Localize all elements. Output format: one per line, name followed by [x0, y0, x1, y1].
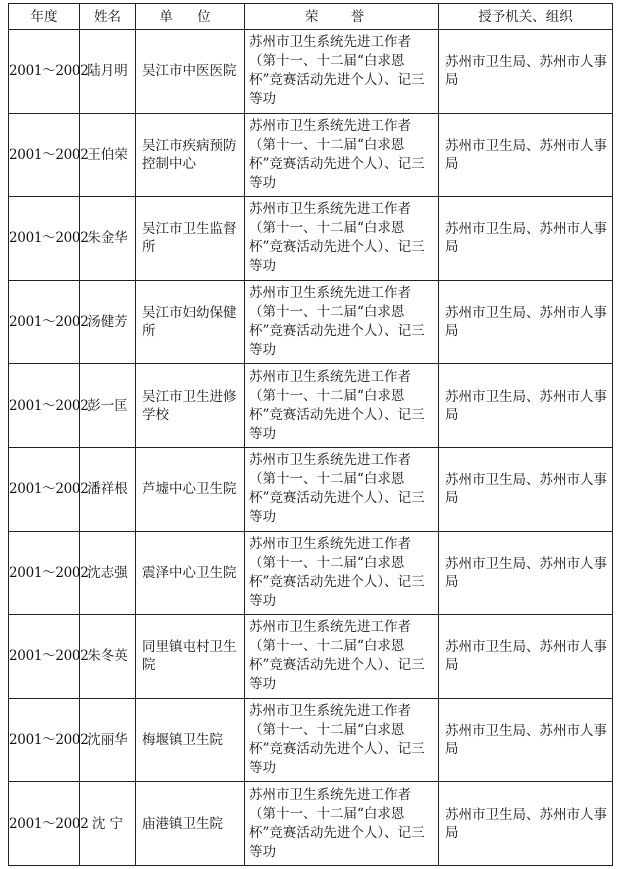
table-row	[9, 364, 613, 448]
cell-honor: 苏州市卫生系统先进工作者（第十一、十二届“白求恩杯”竞赛活动先进个人）、记三等功	[245, 615, 439, 699]
cell-year: 2001～2002	[9, 615, 80, 699]
cell-honor: 苏州市卫生系统先进工作者（第十一、十二届“白求恩杯”竞赛活动先进个人）、记三等功	[245, 113, 439, 197]
cell-name: 彭一匡	[80, 364, 136, 448]
cell-issuer: 苏州市卫生局、苏州市人事局	[439, 782, 613, 866]
table-row	[9, 447, 613, 531]
cell-issuer: 苏州市卫生局、苏州市人事局	[439, 698, 613, 782]
cell-issuer: 苏州市卫生局、苏州市人事局	[439, 447, 613, 531]
honors-table	[8, 3, 613, 866]
cell-honor: 苏州市卫生系统先进工作者（第十一、十二届“白求恩杯”竞赛活动先进个人）、记三等功	[245, 698, 439, 782]
table-header	[9, 4, 613, 30]
cell-year: 2001～2002	[9, 197, 80, 281]
cell-issuer: 苏州市卫生局、苏州市人事局	[439, 615, 613, 699]
cell-issuer: 苏州市卫生局、苏州市人事局	[439, 364, 613, 448]
cell-unit: 同里镇屯村卫生院	[136, 615, 245, 699]
cell-honor: 苏州市卫生系统先进工作者（第十一、十二届“白求恩杯”竞赛活动先进个人）、记三等功	[245, 280, 439, 364]
cell-year: 2001～2002	[9, 447, 80, 531]
cell-year: 2001～2002	[9, 113, 80, 197]
header-year: 年度	[9, 4, 80, 30]
cell-name: 沈志强	[80, 531, 136, 615]
cell-year: 2001～2002	[9, 280, 80, 364]
cell-issuer: 苏州市卫生局、苏州市人事局	[439, 113, 613, 197]
table-row	[9, 113, 613, 197]
cell-year: 2001～2002	[9, 782, 80, 866]
cell-unit: 梅堰镇卫生院	[136, 698, 245, 782]
cell-name: 朱金华	[80, 197, 136, 281]
cell-issuer: 苏州市卫生局、苏州市人事局	[439, 280, 613, 364]
cell-issuer: 苏州市卫生局、苏州市人事局	[439, 197, 613, 281]
cell-name: 朱冬英	[80, 615, 136, 699]
cell-issuer: 苏州市卫生局、苏州市人事局	[439, 30, 613, 114]
cell-year: 2001～2002	[9, 30, 80, 114]
cell-unit: 吴江市中医医院	[136, 30, 245, 114]
cell-unit: 吴江市卫生进修学校	[136, 364, 245, 448]
cell-honor: 苏州市卫生系统先进工作者（第十一、十二届“白求恩杯”竞赛活动先进个人）、记三等功	[245, 531, 439, 615]
cell-year: 2001～2002	[9, 531, 80, 615]
cell-name: 陆月明	[80, 30, 136, 114]
cell-year: 2001～2002	[9, 698, 80, 782]
cell-unit: 吴江市卫生监督所	[136, 197, 245, 281]
table-row	[9, 531, 613, 615]
header-unit: 单 位	[136, 4, 245, 30]
header-issuer: 授予机关、组织	[439, 4, 613, 30]
cell-unit: 芦墟中心卫生院	[136, 447, 245, 531]
table-row	[9, 197, 613, 281]
table-row	[9, 280, 613, 364]
cell-honor: 苏州市卫生系统先进工作者（第十一、十二届“白求恩杯”竞赛活动先进个人）、记三等功	[245, 782, 439, 866]
cell-name: 王伯荣	[80, 113, 136, 197]
cell-honor: 苏州市卫生系统先进工作者（第十一、十二届“白求恩杯”竞赛活动先进个人）、记三等功	[245, 364, 439, 448]
cell-honor: 苏州市卫生系统先进工作者（第十一、十二届“白求恩杯”竞赛活动先进个人）、记三等功	[245, 197, 439, 281]
cell-unit: 吴江市疾病预防控制中心	[136, 113, 245, 197]
table-row	[9, 615, 613, 699]
cell-unit: 震泽中心卫生院	[136, 531, 245, 615]
header-honor: 荣 誉	[245, 4, 439, 30]
header-name: 姓名	[80, 4, 136, 30]
table-row	[9, 782, 613, 866]
cell-issuer: 苏州市卫生局、苏州市人事局	[439, 531, 613, 615]
cell-name: 沈丽华	[80, 698, 136, 782]
header-row	[9, 4, 613, 30]
cell-honor: 苏州市卫生系统先进工作者（第十一、十二届“白求恩杯”竞赛活动先进个人）、记三等功	[245, 30, 439, 114]
table-row	[9, 698, 613, 782]
cell-year: 2001～2002	[9, 364, 80, 448]
table-body	[9, 30, 613, 866]
cell-name: 沈 宁	[80, 782, 136, 866]
cell-name: 汤健芳	[80, 280, 136, 364]
cell-honor: 苏州市卫生系统先进工作者（第十一、十二届“白求恩杯”竞赛活动先进个人）、记三等功	[245, 447, 439, 531]
table-row	[9, 30, 613, 114]
cell-name: 潘祥根	[80, 447, 136, 531]
cell-unit: 吴江市妇幼保健所	[136, 280, 245, 364]
cell-unit: 庙港镇卫生院	[136, 782, 245, 866]
